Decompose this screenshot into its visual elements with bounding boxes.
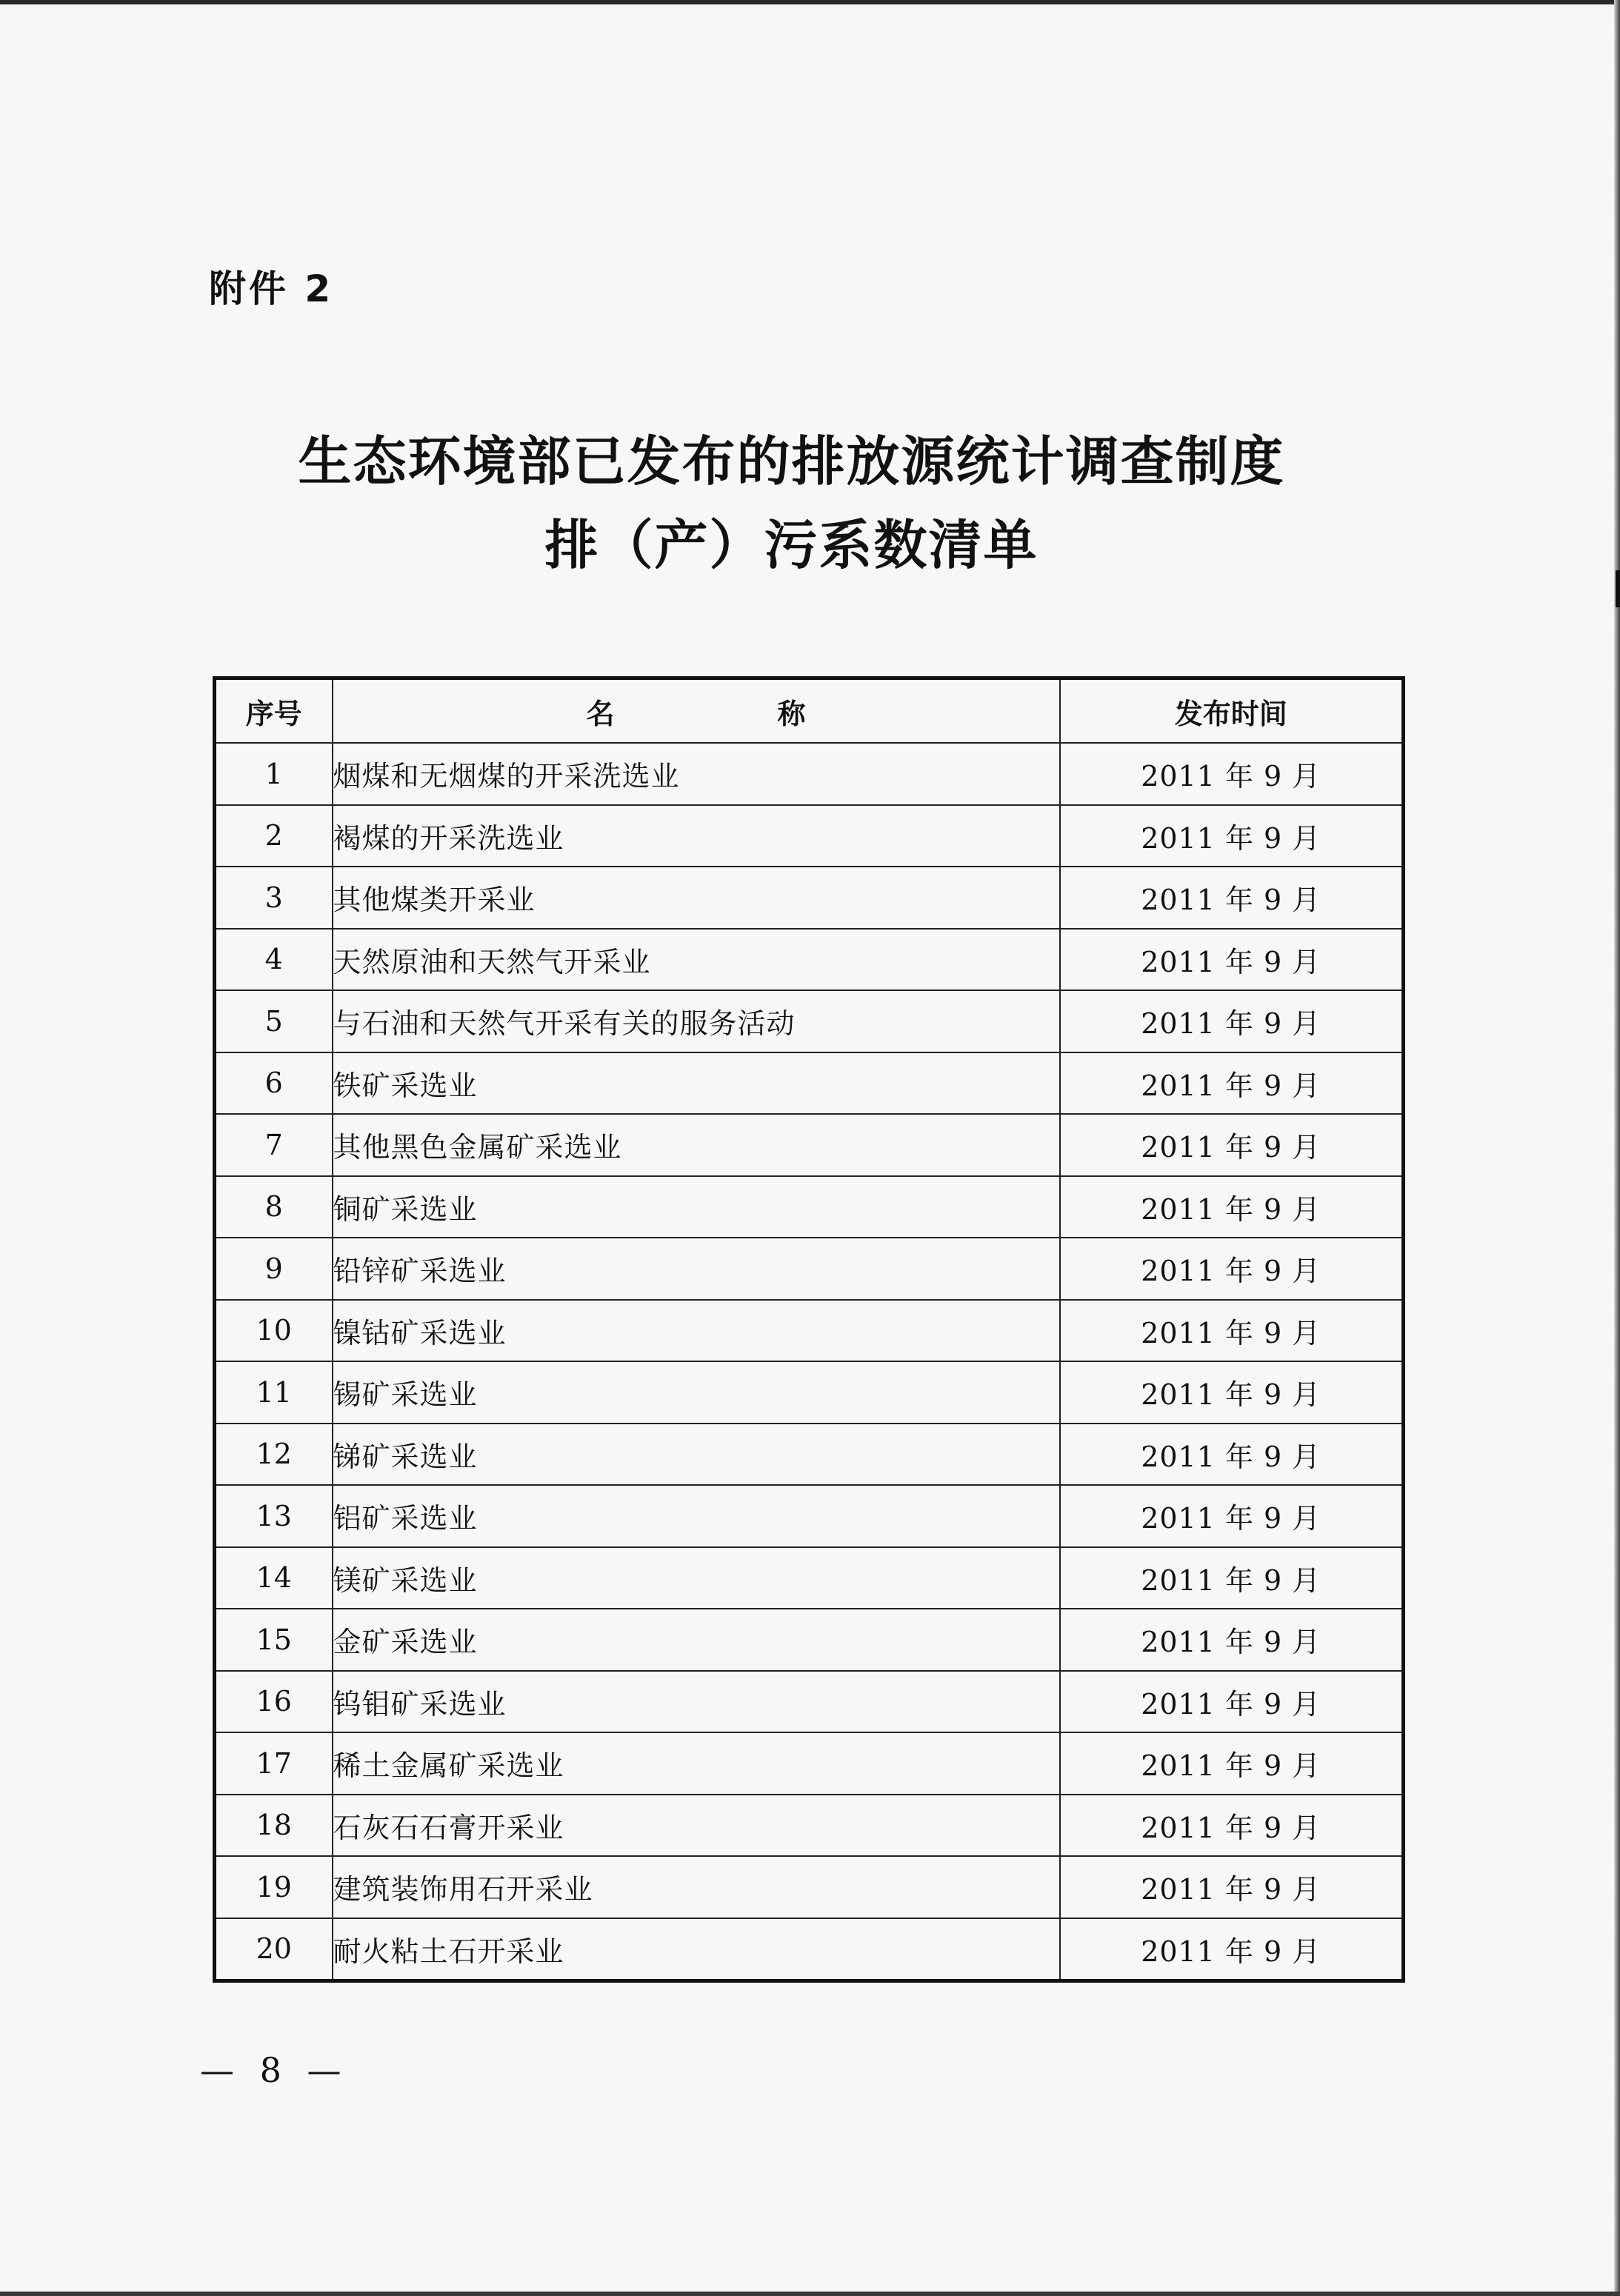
cell-date: 2011 年 9 月 (1060, 1485, 1404, 1547)
cell-no: 20 (215, 1918, 333, 1981)
cell-date: 2011 年 9 月 (1060, 1176, 1404, 1238)
table-row (215, 1547, 1404, 1609)
cell-name: 锑矿采选业 (333, 1424, 1060, 1486)
cell-date: 2011 年 9 月 (1060, 1918, 1404, 1981)
scan-mark (1616, 570, 1620, 607)
cell-no: 1 (215, 743, 333, 805)
scan-edge-bottom (0, 2292, 1620, 2296)
cell-date: 2011 年 9 月 (1060, 1052, 1404, 1115)
table-row (215, 1795, 1404, 1857)
cell-no: 12 (215, 1424, 333, 1486)
cell-name: 褐煤的开采洗选业 (333, 805, 1060, 867)
table-body (215, 743, 1404, 1981)
table-row (215, 1485, 1404, 1547)
cell-name: 铜矿采选业 (333, 1176, 1060, 1238)
cell-name: 铁矿采选业 (333, 1052, 1060, 1115)
cell-name: 石灰石石膏开采业 (333, 1795, 1060, 1857)
table-row (215, 990, 1404, 1052)
scan-edge-right (1614, 0, 1620, 2296)
cell-name: 镍钴矿采选业 (333, 1300, 1060, 1362)
document-title-line-1: 生态环境部已发布的排放源统计调查制度 (298, 430, 1285, 493)
table-row (215, 1609, 1404, 1671)
table-row (215, 805, 1404, 867)
cell-name: 建筑装饰用石开采业 (333, 1856, 1060, 1918)
cell-name: 其他黑色金属矿采选业 (333, 1114, 1060, 1176)
table-row (215, 1732, 1404, 1795)
cell-no: 15 (215, 1609, 333, 1671)
cell-name: 烟煤和无烟煤的开采洗选业 (333, 743, 1060, 805)
cell-no: 11 (215, 1361, 333, 1424)
cell-no: 2 (215, 805, 333, 867)
table-header-row (215, 678, 1404, 744)
cell-date: 2011 年 9 月 (1060, 743, 1404, 805)
cell-name: 铅锌矿采选业 (333, 1238, 1060, 1300)
table-row (215, 1856, 1404, 1918)
table-row (215, 1300, 1404, 1362)
table-row (215, 1918, 1404, 1981)
cell-no: 14 (215, 1547, 333, 1609)
column-header-name: 名称 (333, 678, 1060, 744)
table-row (215, 1052, 1404, 1115)
cell-no: 16 (215, 1671, 333, 1733)
cell-no: 6 (215, 1052, 333, 1115)
cell-date: 2011 年 9 月 (1060, 1732, 1404, 1795)
attachment-label: 附件 2 (209, 267, 334, 310)
cell-no: 5 (215, 990, 333, 1052)
table-row (215, 867, 1404, 929)
cell-name: 锡矿采选业 (333, 1361, 1060, 1424)
table-row (215, 1424, 1404, 1486)
cell-name: 其他煤类开采业 (333, 867, 1060, 929)
cell-date: 2011 年 9 月 (1060, 1424, 1404, 1486)
cell-date: 2011 年 9 月 (1060, 1238, 1404, 1300)
cell-date: 2011 年 9 月 (1060, 1856, 1404, 1918)
cell-name: 金矿采选业 (333, 1609, 1060, 1671)
cell-date: 2011 年 9 月 (1060, 990, 1404, 1052)
table-row (215, 1671, 1404, 1733)
table-row (215, 929, 1404, 991)
cell-no: 3 (215, 867, 333, 929)
cell-no: 17 (215, 1732, 333, 1795)
cell-name: 天然原油和天然气开采业 (333, 929, 1060, 991)
cell-date: 2011 年 9 月 (1060, 1300, 1404, 1362)
cell-date: 2011 年 9 月 (1060, 929, 1404, 991)
cell-name: 钨钼矿采选业 (333, 1671, 1060, 1733)
cell-name: 铝矿采选业 (333, 1485, 1060, 1547)
cell-name: 稀土金属矿采选业 (333, 1732, 1060, 1795)
cell-date: 2011 年 9 月 (1060, 1114, 1404, 1176)
document-title-line-2: 排（产）污系数清单 (544, 514, 1039, 576)
cell-no: 18 (215, 1795, 333, 1857)
scan-edge-top (0, 0, 1620, 4)
cell-no: 19 (215, 1856, 333, 1918)
cell-date: 2011 年 9 月 (1060, 1547, 1404, 1609)
cell-date: 2011 年 9 月 (1060, 805, 1404, 867)
table-row (215, 743, 1404, 805)
table-row (215, 1176, 1404, 1238)
table-row (215, 1361, 1404, 1424)
cell-no: 7 (215, 1114, 333, 1176)
cell-no: 10 (215, 1300, 333, 1362)
cell-name: 镁矿采选业 (333, 1547, 1060, 1609)
column-header-no: 序号 (215, 678, 333, 744)
emission-coefficient-table (213, 676, 1405, 1983)
cell-no: 13 (215, 1485, 333, 1547)
cell-name: 耐火粘土石开采业 (333, 1918, 1060, 1981)
column-header-date: 发布时间 (1060, 678, 1404, 744)
cell-no: 4 (215, 929, 333, 991)
table-row (215, 1114, 1404, 1176)
cell-no: 8 (215, 1176, 333, 1238)
cell-date: 2011 年 9 月 (1060, 1609, 1404, 1671)
cell-no: 9 (215, 1238, 333, 1300)
cell-date: 2011 年 9 月 (1060, 1671, 1404, 1733)
table-row (215, 1238, 1404, 1300)
cell-date: 2011 年 9 月 (1060, 1361, 1404, 1424)
cell-date: 2011 年 9 月 (1060, 1795, 1404, 1857)
page-number: — 8 — (200, 2050, 349, 2090)
cell-name: 与石油和天然气开采有关的服务活动 (333, 990, 1060, 1052)
cell-date: 2011 年 9 月 (1060, 867, 1404, 929)
